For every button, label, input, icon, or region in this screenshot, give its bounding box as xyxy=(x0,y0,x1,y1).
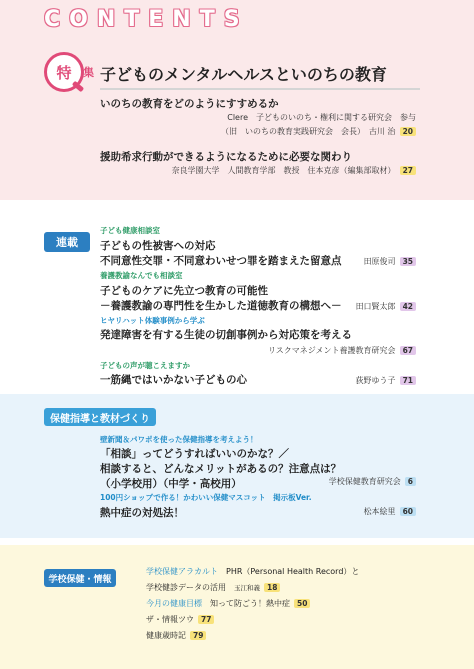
page-number[interactable]: 67 xyxy=(400,346,416,355)
info-item[interactable] xyxy=(146,630,206,641)
info-item-text: ザ・情報ツウ xyxy=(146,615,194,624)
series-title[interactable]: 発達障害を有する生徒の切創事例から対応策を考える xyxy=(100,329,352,341)
info-item[interactable] xyxy=(146,614,214,625)
feature-badge-label: 特 xyxy=(56,63,72,82)
article-author: 奈良学園大学 人間教育学部 教授 住本克彦（編集部取材） xyxy=(171,166,396,175)
info-item-text: 健康歳時記 xyxy=(146,631,186,640)
series-tab: 連載 xyxy=(44,232,90,252)
info-section xyxy=(0,545,474,669)
page-number[interactable]: 6 xyxy=(405,477,416,486)
page-number[interactable]: 71 xyxy=(400,376,416,385)
page-number[interactable]: 27 xyxy=(400,166,416,175)
article-author: Clere 子どものいのち・権利に関する研究会 参与 xyxy=(227,113,416,122)
article-title[interactable]: いのちの教育をどのようにすすめるか xyxy=(100,98,279,110)
series-author-row xyxy=(364,256,416,267)
page-number[interactable]: 18 xyxy=(264,583,280,592)
info-item[interactable] xyxy=(146,566,359,577)
series-author: 荻野ゆう子 xyxy=(355,376,396,385)
article-author: （旧 いのちの教育実践研究会 会長） 古川 治 xyxy=(221,127,396,136)
info-item-text: 知って防ごう！熱中症 xyxy=(210,599,290,608)
page-number[interactable]: 50 xyxy=(294,599,310,608)
feature-section xyxy=(0,0,474,200)
series-kicker: 子どもの声が聴こえますか xyxy=(100,361,190,370)
series-section xyxy=(0,208,474,392)
info-item-text: 学校健診データの活用 xyxy=(146,583,226,592)
series-author-row xyxy=(356,375,416,386)
page-number[interactable]: 35 xyxy=(400,257,416,266)
page-number[interactable]: 42 xyxy=(400,302,416,311)
contents-title: CONTENTS xyxy=(44,7,249,32)
info-item-category: 学校保健アラカルト xyxy=(146,567,218,576)
series-title[interactable]: 一筋縄ではいかない子どもの心 xyxy=(100,374,247,386)
series-author: リスクマネジメント養護教育研究会 xyxy=(267,346,396,355)
guidance-title[interactable]: （小学校用）（中学・高校用） xyxy=(100,478,242,490)
guidance-section xyxy=(0,394,474,538)
series-author-row xyxy=(268,345,416,356)
feature-badge-label-2: 集 xyxy=(83,66,94,79)
info-item-text: PHR（Personal Health Record）と xyxy=(226,567,360,576)
series-kicker: 養護教諭なんでも相談室 xyxy=(100,271,183,280)
guidance-title[interactable]: 「相談」ってどうすればいいのかな？／ xyxy=(100,448,289,460)
series-title[interactable]: 子どもの性被害への対応 xyxy=(100,240,216,252)
series-kicker: ヒヤリハット体験事例から学ぶ xyxy=(100,316,205,325)
guidance-title[interactable]: 相談すると、どんなメリットがあるの？注意点は？ xyxy=(100,463,342,475)
series-kicker: 子ども健康相談室 xyxy=(100,226,160,235)
info-item[interactable] xyxy=(146,598,310,609)
guidance-author: 学校保健教育研究会 xyxy=(328,477,401,486)
guidance-tab: 保健指導と教材づくり xyxy=(44,408,156,426)
info-item-author: 玉江和義 xyxy=(234,584,260,592)
guidance-author-row xyxy=(329,476,416,487)
article-author-row xyxy=(221,126,416,137)
article-author-row xyxy=(172,165,416,176)
guidance-kicker: 壁新聞＆パワポを使った保健指導を考えよう！ xyxy=(100,435,258,444)
guidance-title[interactable]: 熱中症の対処法！ xyxy=(100,507,184,519)
series-author-row xyxy=(356,301,416,312)
series-author: 田口賢太郎 xyxy=(355,302,396,311)
series-author: 田原俊司 xyxy=(363,257,396,266)
guidance-kicker: 100円ショップで作る！かわいい保健マスコット 掲示板Ver. xyxy=(100,493,312,502)
info-item[interactable] xyxy=(146,582,280,593)
article-title[interactable]: 援助希求行動ができるようになるために必要な関わり xyxy=(100,151,352,163)
page-number[interactable]: 60 xyxy=(400,507,416,516)
guidance-author: 松本絵里 xyxy=(363,507,396,516)
divider xyxy=(100,88,420,90)
info-tab: 学校保健・情報 xyxy=(44,569,116,587)
series-title[interactable]: 不同意性交罪・不同意わいせつ罪を踏まえた留意点 xyxy=(100,255,342,267)
series-title[interactable]: －養護教諭の専門性を生かした道徳教育の構想へ－ xyxy=(100,300,342,312)
guidance-author-row xyxy=(364,506,416,517)
page-number[interactable]: 20 xyxy=(400,127,416,136)
page-number[interactable]: 79 xyxy=(190,631,206,640)
feature-title[interactable]: 子どものメンタルヘルスといのちの教育 xyxy=(100,65,387,84)
info-item-category: 今月の健康目標 xyxy=(146,599,202,608)
series-title[interactable]: 子どものケアに先立つ教育の可能性 xyxy=(100,285,268,297)
page-number[interactable]: 77 xyxy=(198,615,214,624)
magnifier-handle-icon xyxy=(72,81,84,93)
